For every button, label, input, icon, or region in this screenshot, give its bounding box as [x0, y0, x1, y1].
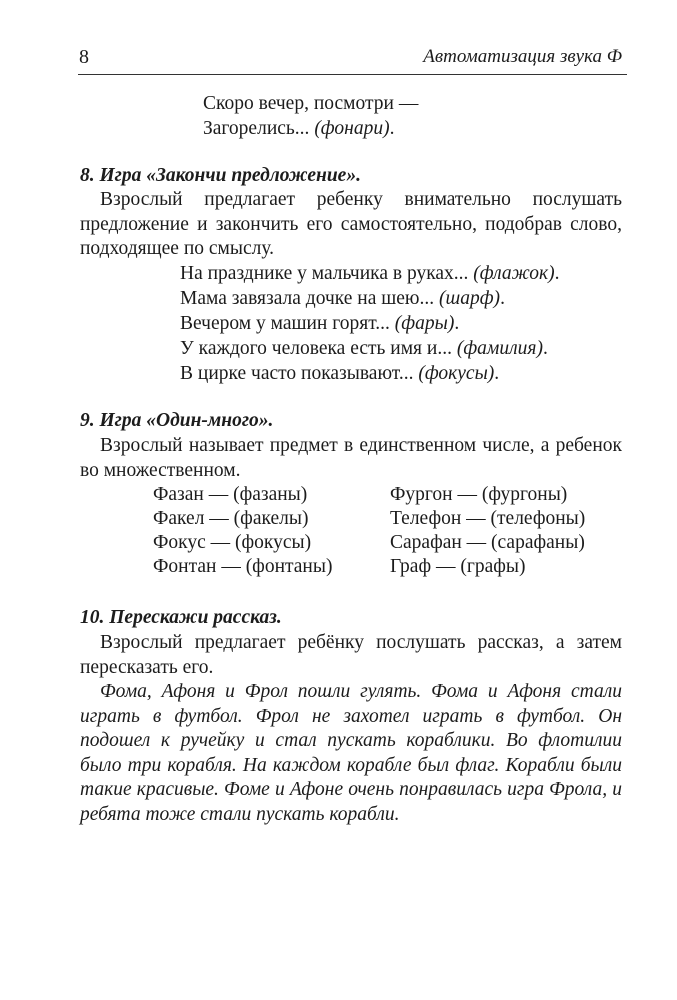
- instruction-paragraph: Взрослый называет предмет в единственном числе, а ребенок во множественном.: [80, 435, 622, 481]
- instruction-paragraph: Взрослый предлагает ребенку внимательно послушать предложение и закончить его самостоятельно, подобрав слово, подходящее по смыслу.: [80, 189, 622, 259]
- sentence-item: Мама завязала дочке на шею... (шарф).: [180, 288, 505, 309]
- sentence-item: В цирке часто показывают... (фокусы).: [180, 363, 500, 384]
- section-heading: 8. Игра «Закончи предложение».: [80, 165, 361, 186]
- sentence-item: На празднике у мальчика в руках... (флажок).: [180, 263, 560, 284]
- story-paragraph: Фома, Афоня и Фрол пошли гулять. Фома и Афоня стали играть в футбол. Фрол не захотел играть в футбол. Он подошел к ручейку и стал пускать кораблики. Во флотилии было три корабля. На каждом корабле был флаг. Корабли были такие красивые. Фоме и Афоне очень понравилась игра Фрола, и ребята тоже стали пускать корабли.: [80, 681, 622, 825]
- word-pair: Граф — (графы): [390, 556, 526, 577]
- word-pair: Сарафан — (сарафаны): [390, 532, 585, 553]
- running-title: Автоматизация звука Ф: [423, 46, 622, 67]
- word-pair: Фургон — (фургоны): [390, 484, 568, 505]
- word-pair: Телефон — (телефоны): [390, 508, 586, 529]
- sentence-item: У каждого человека есть имя и... (фамилия).: [180, 338, 548, 359]
- header-rule: [78, 74, 627, 75]
- sentence-item: Вечером у машин горят... (фары).: [180, 313, 460, 334]
- word-pair: Факел — (факелы): [153, 508, 309, 529]
- word-pair: Фокус — (фокусы): [153, 532, 312, 553]
- instruction-paragraph: Взрослый предлагает ребёнку послушать рассказ, а затем пересказать его.: [80, 632, 622, 678]
- word-pair: Фонтан — (фонтаны): [153, 556, 333, 577]
- poem-line: Загорелись... (фонари).: [203, 118, 395, 139]
- section-heading: 9. Игра «Один-много».: [80, 410, 274, 431]
- poem-line: Скоро вечер, посмотри —: [203, 93, 419, 114]
- page-number: 8: [79, 46, 89, 68]
- word-pair: Фазан — (фазаны): [153, 484, 308, 505]
- section-heading: 10. Перескажи рассказ.: [80, 607, 282, 628]
